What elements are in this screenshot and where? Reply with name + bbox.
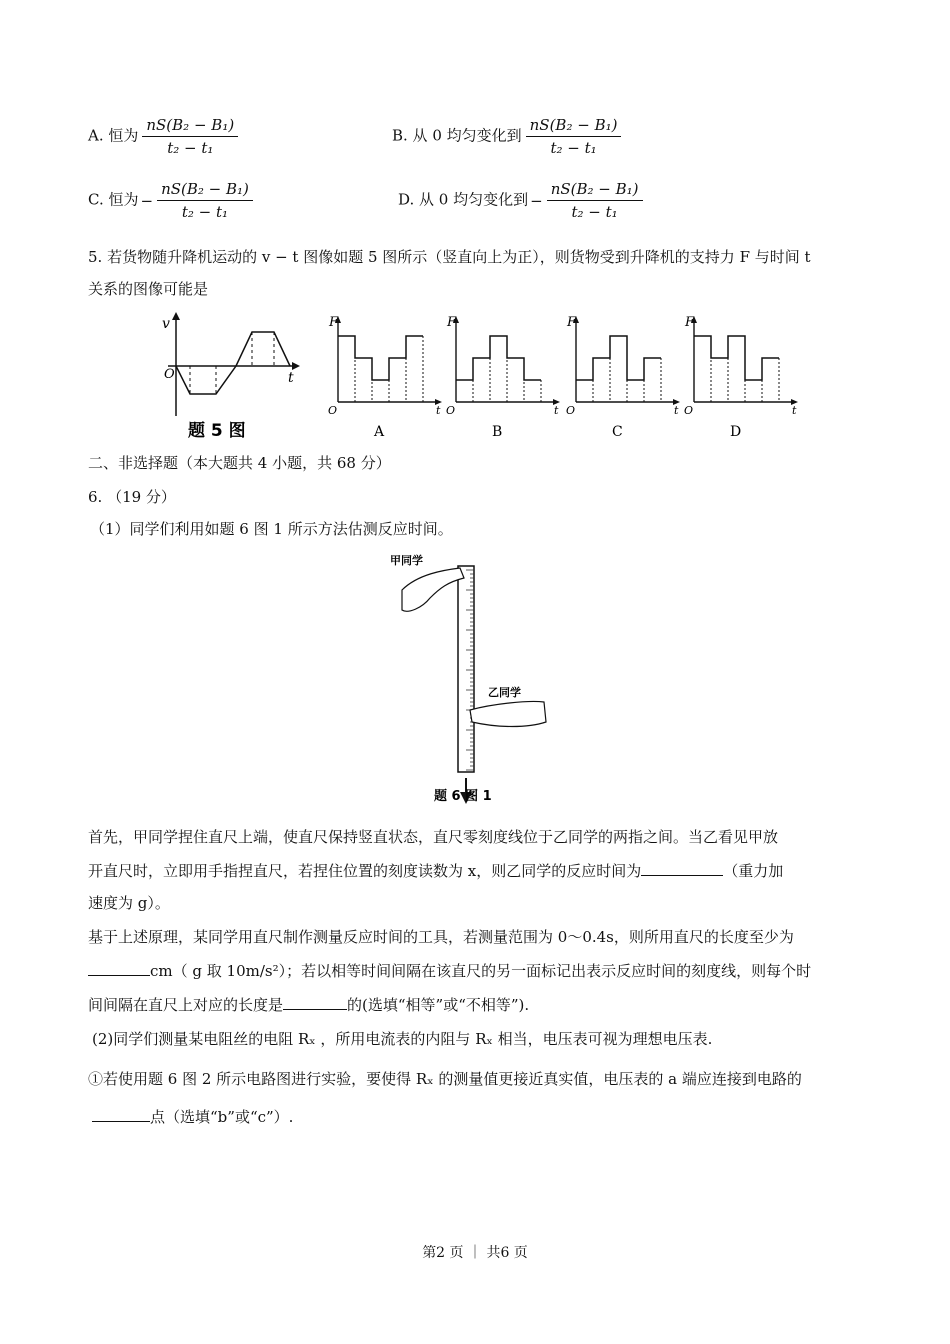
option-a [88,116,238,157]
graph-f-label: F [685,315,695,330]
graph-option-label: C [612,424,623,440]
graph-option-label: D [730,424,742,440]
graph-t-label: t [674,404,679,417]
fig6-label-bottom: 乙同学 [488,686,521,699]
q6-para1-line1: 首先，甲同学捏住直尺上端，使直尺保持竖直状态，直尺零刻度线位于乙同学的两指之间。当乙看见甲放 [88,828,779,846]
q5-stem-line1: 5. 若货物随升降机运动的 v − t 图像如题 5 图所示（竖直向上为正），则货物受到升降机的支持力 F 与时间 t [88,248,811,266]
fig6-1 [388,552,578,812]
fig6-caption: 题 6 图 1 [434,789,492,804]
q6-part2-sub1: ①若使用题 6 图 2 所示电路图进行实验，要使得 Rₓ 的测量值更接近真实值，电压表的 a 端应连接到电路的 [88,1070,802,1088]
hand-bottom [470,701,546,726]
q6-para2-line3: 间间隔在直尺上对应的长度是 的(选填“相等”或“不相等”). [88,996,530,1014]
q6-para2-line1: 基于上述原理，某同学用直尺制作测量反应时间的工具，若测量范围为 0～0.4s，则所用直尺的长度至少为 [88,928,794,946]
q6-part1: （1）同学们利用如题 6 图 1 所示方法估测反应时间。 [90,520,453,538]
graph-option-label: B [492,424,503,440]
vt-origin-label: O [164,367,175,382]
option-a-label: A. 恒为 [88,126,139,145]
graph-f-label: F [567,315,577,330]
hand-top [402,568,464,611]
q5-figure [148,306,848,446]
q5-stem-line2: 关系的图像可能是 [88,280,209,298]
option-b-fraction: $\frac{\text{nS(B₂ − B₁)}}{\text{t₂ − t₁}}$ [526,116,622,157]
answer-blank-3[interactable] [283,995,347,1010]
graph-d-curve [694,336,779,380]
vt-graph [162,312,300,441]
q6-part2: (2)同学们测量某电阻丝的电阻 Rₓ ，所用电流表的内阻与 Rₓ 相当，电压表可视为理想电压表. [92,1030,713,1048]
graph-t-label: t [792,404,797,417]
option-d-fraction: $\frac{\text{nS(B₂ − B₁)}}{\text{t₂ − t₁}}$ [547,180,643,221]
option-c-fraction: $\frac{\text{nS(B₂ − B₁)}}{\text{t₂ − t₁}}$ [157,180,253,221]
graph-f-label: F [447,315,457,330]
section2-heading: 二、非选择题（本大题共 4 小题，共 68 分） [88,454,391,472]
graph-t-label: t [436,404,441,417]
fig6-label-top: 甲同学 [390,554,423,567]
ruler [458,566,474,772]
q6-para1-line2: 开直尺时，立即用手指捏直尺，若捏住位置的刻度读数为 x，则乙同学的反应时间为 （重力加 [88,862,784,880]
page-footer: 第2 页 ｜ 共6 页 [422,1245,528,1261]
graph-origin-label: O [328,404,338,417]
option-b [392,116,621,157]
graph-origin-label: O [446,404,456,417]
graph-a-curve [338,336,423,380]
graph-origin-label: O [566,404,576,417]
graph-b-curve [456,336,541,380]
graph-option-label: A [374,424,385,440]
option-d-label: D. 从 0 均匀变化到 [398,190,529,209]
option-c: C. 恒为 − $\frac{\text{nS(B₂ − B₁)}}{\text{t₂ − t₁}}$ [88,180,253,221]
vt-v-label: v [162,316,170,332]
graph-origin-label: O [684,404,694,417]
graph-d [684,315,798,440]
q6-para2-line2: cm（ g 取 10m/s²）；若以相等时间间隔在该直尺的另一面标记出表示反应时间的刻度线，则每个时 [88,960,811,981]
graph-b [446,315,560,440]
graph-f-label: F [329,315,339,330]
graph-t-label: t [554,404,559,417]
option-b-label: B. 从 0 均匀变化到 [392,126,522,145]
answer-blank-1[interactable] [641,861,723,876]
vt-t-label: t [288,370,294,386]
q6-header: 6. （19 分） [88,488,176,506]
answer-blank-2[interactable] [88,961,150,976]
graph-a [328,315,442,440]
option-c-label: C. 恒为 [88,190,139,209]
graph-c [566,315,680,440]
answer-blank-4[interactable] [92,1107,150,1122]
fig5-caption: 题 5 图 [188,421,246,441]
q6-para1-line3: 速度为 g）。 [88,894,170,912]
option-d: D. 从 0 均匀变化到 − $\frac{\text{nS(B₂ − B₁)}}{\text{t₂ − t₁}}$ [398,180,643,221]
option-a-fraction: $\frac{\text{nS(B₂ − B₁)}}{\text{t₂ − t₁}}$ [142,116,238,157]
q6-part2-sub1-answer: 点（选填“b”或“c”）. [92,1106,293,1127]
graph-c-curve [576,336,661,380]
